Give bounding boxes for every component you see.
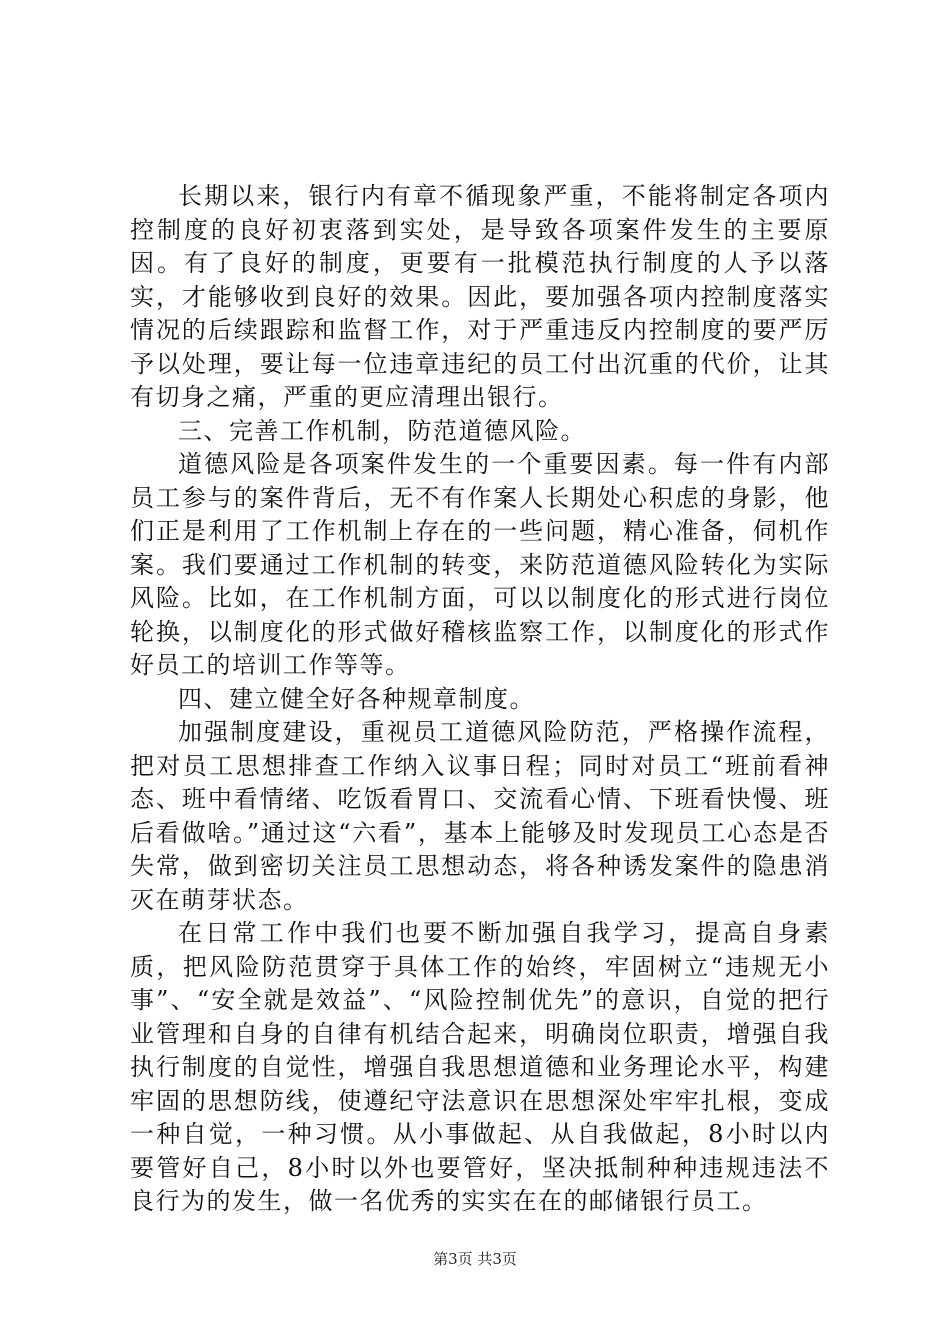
page-number-footer: 第3页 共3页 [433,1250,517,1268]
paragraph-self-learning: 在日常工作中我们也要不断加强自我学习，提高自身素质，把风险防范贯穿于具体工作的始终，牢固树立“违规无小事”、“安全就是效益”、“风险控制优先”的意识，自觉的把行业管理和自身的自律有机结合起来，明确岗位职责，增强自我执行制度的自觉性，增强自我思想道德和业务理论水平，构建牢固的思想防线，使遵纪守法意识在思想深处牢牢扎根，变成一种自觉，一种习惯。从小事做起、从自我做起，8小时以内要管好自己，8小时以外也要管好，坚决抵制种种违规违法不良行为的发生，做一名优秀的实实在在的邮储银行员工。 [130,919,830,1215]
section-heading-3: 三、完善工作机制，防范道德风险。 [178,416,586,445]
paragraph-moral-risk: 道德风险是各项案件发生的一个重要因素。每一件有内部员工参与的案件背后，无不有作案人长期处心积虑的身影，他们正是利用了工作机制上存在的一些问题，精心准备，伺机作案。我们要通过工作机制的转变，来防范道德风险转化为实际风险。比如，在工作机制方面，可以以制度化的形式进行岗位轮换，以制度化的形式做好稽核监察工作，以制度化的形式作好员工的培训工作等等。 [130,450,830,679]
paragraph-internal-control: 长期以来，银行内有章不循现象严重，不能将制定各项内控制度的良好初衷落到实处，是导致各项案件发生的主要原因。有了良好的制度，更要有一批模范执行制度的人予以落实，才能够收到良好的效果。因此，要加强各项内控制度落实情况的后续跟踪和监督工作，对于严重违反内控制度的要严厉予以处理，要让每一位违章违纪的员工付出沉重的代价，让其有切身之痛，严重的更应清理出银行。 [130,182,830,411]
document-body [130,180,830,1219]
section-heading-4: 四、建立健全好各种规章制度。 [178,684,535,713]
paragraph-system-building: 加强制度建设，重视员工道德风险防范，严格操作流程，把对员工思想排查工作纳入议事日程；同时对员工“班前看神态、班中看情绪、吃饭看胃口、交流看心情、下班看快慢、班后看做啥。”通过这“六看”，基本上能够及时发现员工心态是否失常，做到密切关注员工思想动态，将各种诱发案件的隐患消灭在萌芽状态。 [130,718,830,914]
